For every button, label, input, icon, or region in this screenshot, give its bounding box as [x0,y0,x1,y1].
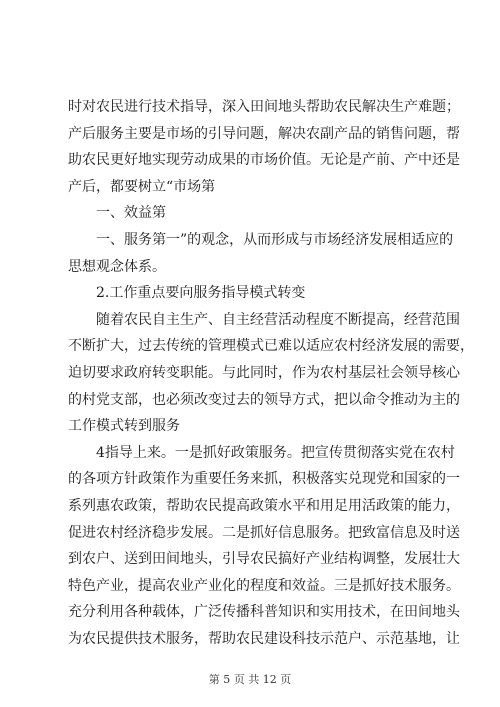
text-line: 到农户、送到田间地头，引导农民搞好产业结构调整，发展壮大 [68,551,460,568]
text-line: 促进农村经济稳步发展。二是抓好信息服务。把致富信息及时送 [68,524,460,541]
text-line: 思想观念体系。 [68,258,166,275]
text-line: 系列惠农政策，帮助农民提高政策水平和用足用活政策的能力， [68,497,460,514]
text-line: 时对农民进行技术指导，深入田间地头帮助农民解决生产难题； [68,99,460,115]
text-line: 的各项方针政策作为重要任务来抓，积极落实兑现党和国家的一 [68,471,460,488]
text-line: 迫切要求政府转变职能。与此同时，作为农村基层社会领导核心 [68,364,460,381]
text-line: 一、效益第 [96,205,166,222]
text-line: 产后，都要树立“市场第 [68,178,216,195]
text-line: 4指导上来。一是抓好政策服务。把宣传贯彻落实党在农村 [96,444,455,461]
text-line: 为农民提供技术服务，帮助农民建设科技示范户、示范基地，让 [68,630,460,647]
text-line: 助农民更好地实现劳动成果的市场价值。无论是产前、产中还是 [68,152,460,169]
text-line: 的村党支部，也必须改变过去的领导方式，把以命令推动为主的 [68,391,460,408]
text-line: 2.工作重点要向服务指导模式转变 [96,285,306,302]
text-line: 产后服务主要是市场的引导问题，解决农副产品的销售问题，帮 [68,125,460,142]
text-line: 不断扩大，过去传统的管理模式已难以适应农村经济发展的需要， [68,338,474,355]
document-body [68,94,474,652]
page-footer: 第 5 页 共 12 页 [208,673,292,686]
text-line: 充分利用各种载体，广泛传播科普知识和实用技术，在田间地头 [68,604,460,621]
text-line: 一、服务第一”的观念，从而形成与市场经济发展相适应的 [96,231,454,248]
text-line: 特色产业，提高农业产业化的程度和效益。三是抓好技术服务。 [68,577,460,594]
text-line: 工作模式转到服务 [68,418,180,435]
text-line: 随着农民自主生产、自主经营活动程度不断提高，经营范围 [96,311,460,328]
